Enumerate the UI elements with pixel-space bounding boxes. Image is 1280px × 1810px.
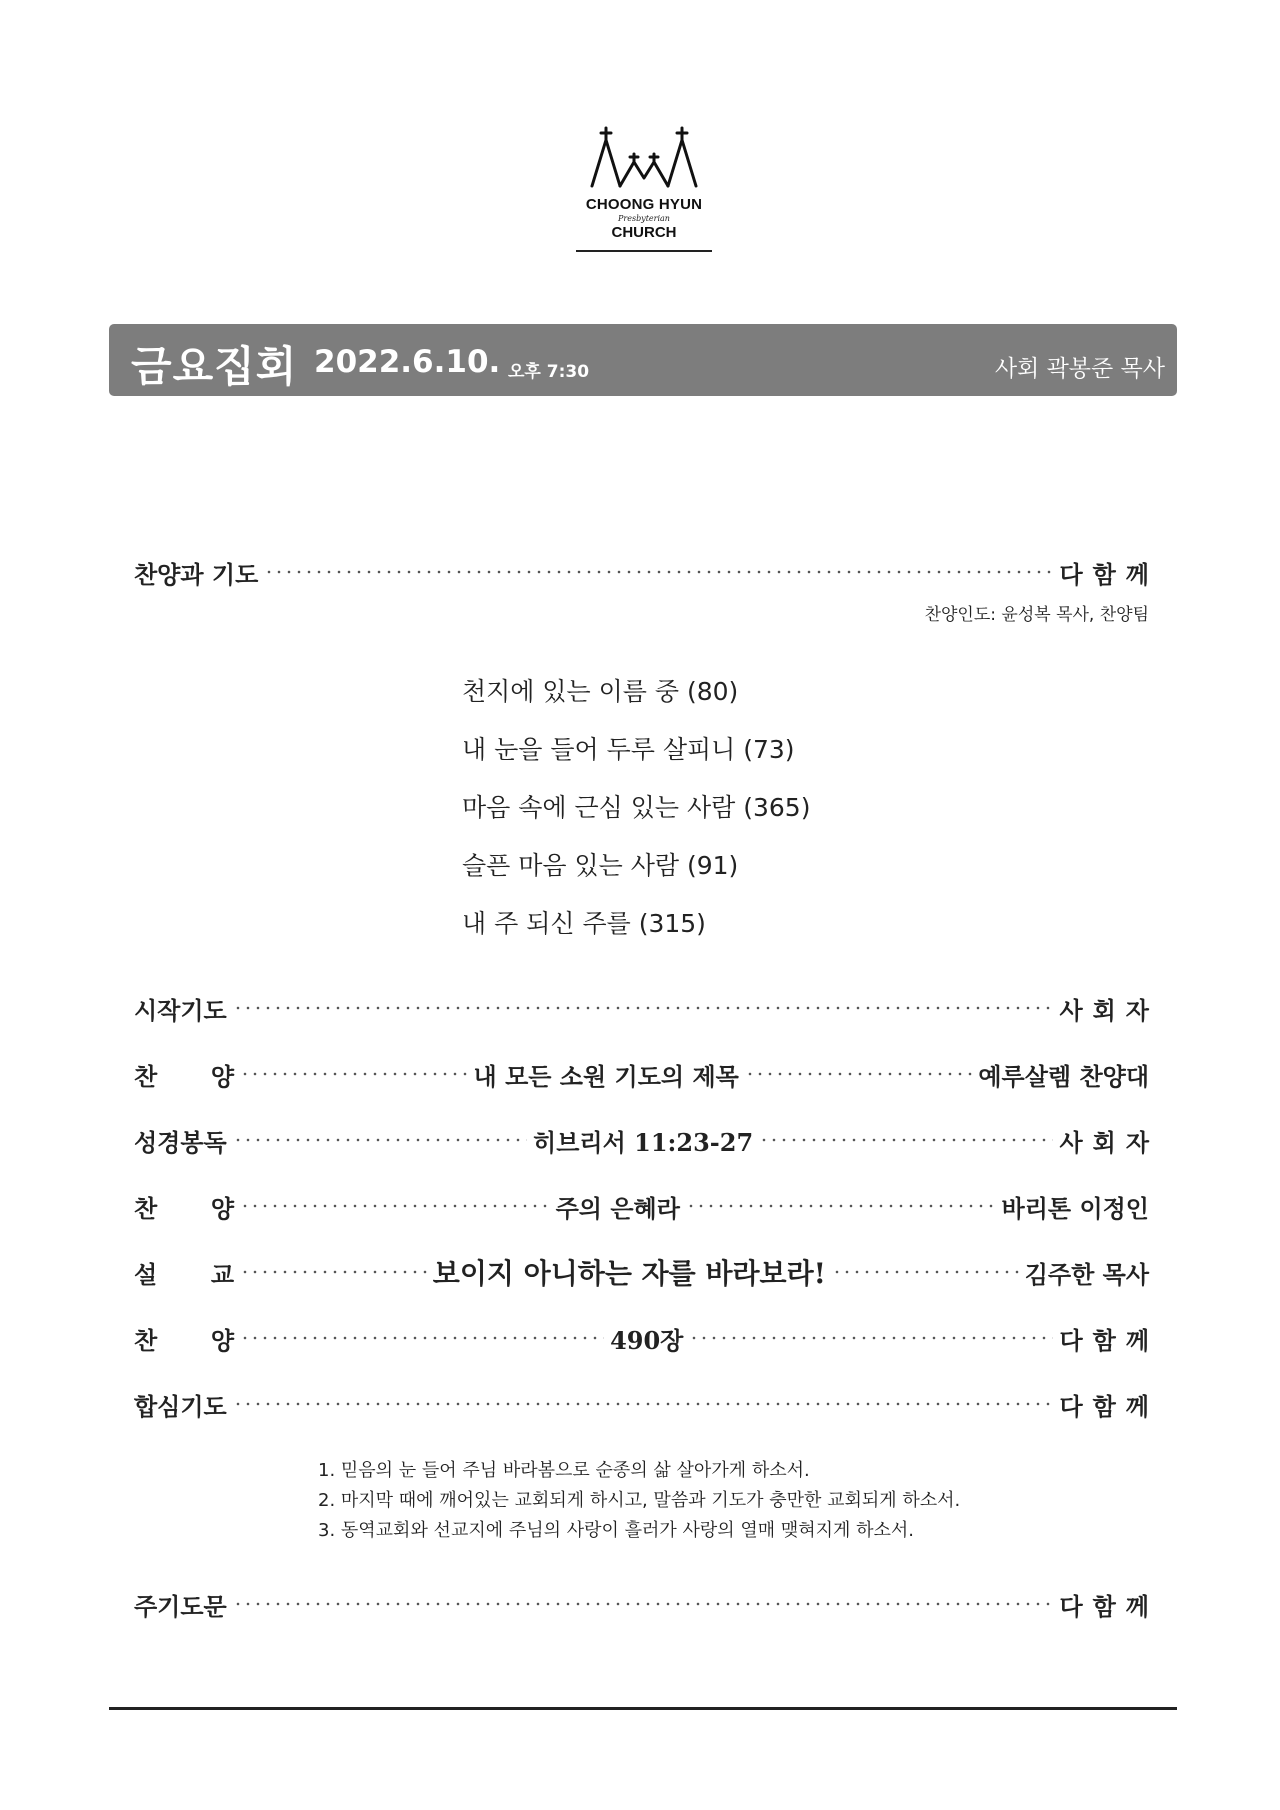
order-leader: 김주한 목사: [1024, 1259, 1150, 1289]
dot-leader: [686, 1203, 996, 1209]
dot-leader: [689, 1335, 1053, 1341]
logo-line-3: CHURCH: [611, 224, 677, 241]
logo-line-1: CHOONG HYUN: [585, 196, 703, 213]
praise-note: 찬양인도: 윤성복 목사, 찬양팀: [924, 605, 1149, 625]
order-row-hymn-2: [134, 1189, 1149, 1223]
order-label: 찬 양: [134, 1193, 234, 1223]
dot-leader: [233, 1601, 1054, 1607]
order-row-hymn-3: [134, 1321, 1160, 1355]
dot-leader: [233, 1401, 1054, 1407]
dot-leader: [240, 1269, 427, 1275]
service-leader: 사회 곽봉준 목사: [994, 356, 1165, 382]
order-row-hymn-1: [134, 1057, 1149, 1091]
order-label: 찬 양: [134, 1325, 234, 1355]
song-item: 내 주 되신 주를 (315): [462, 909, 706, 938]
song-item: 슬픈 마음 있는 사람 (91): [462, 851, 739, 880]
order-label: 찬양과 기도: [134, 559, 259, 589]
order-row-lords-prayer: [134, 1587, 1159, 1621]
order-row-praise: [134, 555, 1159, 589]
order-label: 합심기도: [134, 1391, 227, 1421]
dot-leader: [233, 1005, 1054, 1011]
order-leader: 예루살렘 찬양대: [978, 1061, 1150, 1091]
prayer-item: 2. 마지막 때에 깨어있는 교회되게 하시고, 말씀과 기도가 충만한 교회되게 하소서.: [318, 1490, 961, 1511]
church-spires-icon: [576, 122, 712, 194]
order-leader: 사회자: [1059, 995, 1159, 1025]
order-row-scripture: [134, 1123, 1160, 1157]
song-item: 마음 속에 근심 있는 사람 (365): [462, 793, 811, 822]
church-logo: [576, 122, 712, 258]
order-label: 시작기도: [134, 995, 227, 1025]
service-time: 오후 7:30: [508, 362, 590, 382]
order-item: 490장: [610, 1325, 684, 1355]
order-row-united-prayer: [134, 1387, 1159, 1421]
dot-leader: [233, 1137, 527, 1143]
order-leader: 다함께: [1059, 1391, 1159, 1421]
dot-leader: [759, 1137, 1053, 1143]
bottom-rule: [109, 1707, 1177, 1710]
order-item: 내 모든 소원 기도의 제목: [473, 1061, 739, 1091]
order-item: 히브리서 11:23-27: [533, 1127, 754, 1157]
order-row-sermon: [134, 1255, 1149, 1289]
order-leader: 다함께: [1059, 559, 1159, 589]
order-leader: 다함께: [1059, 1591, 1159, 1621]
service-title: 금요집회: [131, 342, 298, 391]
song-item: 내 눈을 들어 두루 살피니 (73): [462, 735, 795, 764]
dot-leader: [264, 569, 1053, 575]
service-date: 2022.6.10.: [314, 344, 501, 380]
order-label: 주기도문: [134, 1591, 227, 1621]
logo-line-2: Presbyterian: [618, 214, 670, 223]
dot-leader: [240, 1203, 550, 1209]
sermon-title: 보이지 아니하는 자를 바라보라!: [432, 1257, 826, 1290]
order-leader: 사회자: [1059, 1127, 1160, 1157]
order-leader: 바리톤 이정인: [1001, 1193, 1149, 1223]
logo-underline: [576, 250, 712, 252]
order-label: 성경봉독: [134, 1127, 227, 1157]
dot-leader: [240, 1335, 604, 1341]
song-list: [462, 672, 810, 962]
order-label: 찬 양: [134, 1061, 234, 1091]
prayer-item: 3. 동역교회와 선교지에 주님의 사랑이 흘러가 사랑의 열매 맺혀지게 하소서.: [318, 1520, 915, 1541]
service-header-band: [109, 324, 1177, 396]
dot-leader: [745, 1071, 973, 1077]
dot-leader: [832, 1269, 1019, 1275]
order-leader: 다함께: [1059, 1325, 1160, 1355]
dot-leader: [240, 1071, 468, 1077]
order-row-opening-prayer: [134, 991, 1159, 1025]
order-label: 설 교: [134, 1259, 234, 1289]
order-item: 주의 은혜라: [555, 1193, 680, 1223]
prayer-item: 1. 믿음의 눈 들어 주님 바라봄으로 순종의 삶 살아가게 하소서.: [318, 1460, 810, 1481]
song-item: 천지에 있는 이름 중 (80): [462, 677, 739, 706]
prayer-topics: [318, 1458, 960, 1548]
